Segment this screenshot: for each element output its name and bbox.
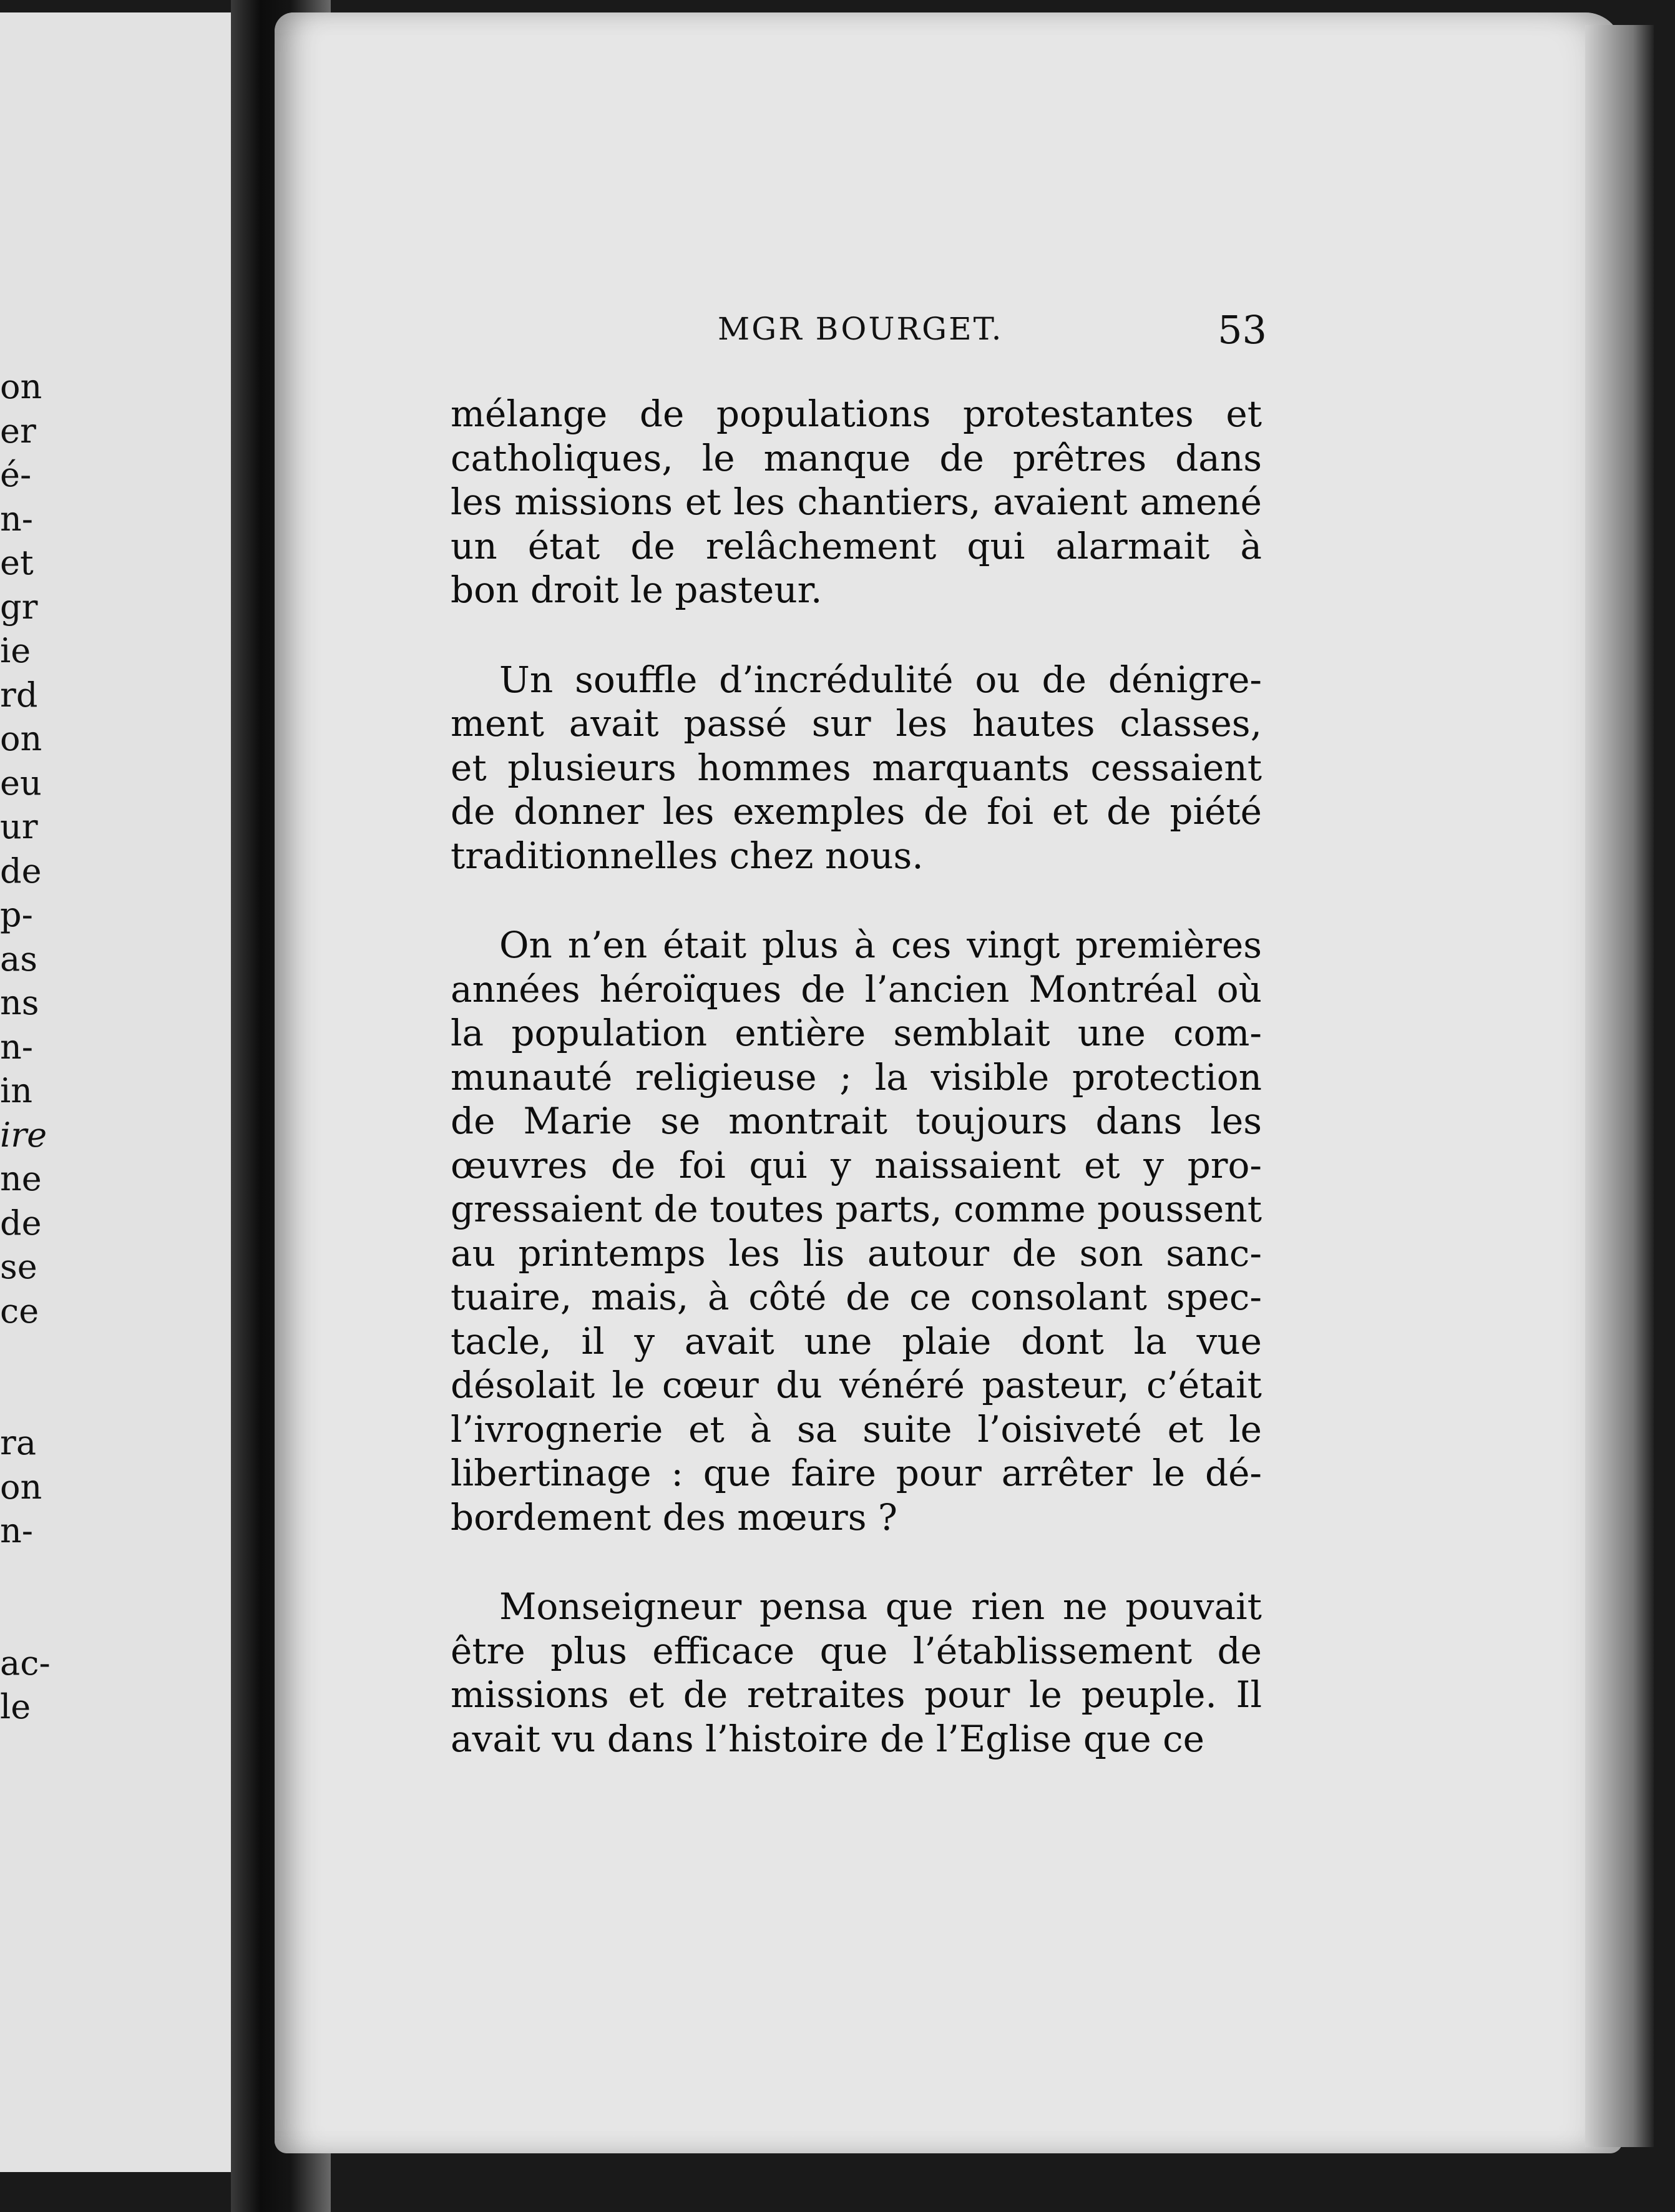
text-line: de donner les exemples de foi et de piété [451, 790, 1262, 833]
running-head [718, 307, 1267, 361]
left-page-fragment: on [0, 1467, 42, 1507]
text-line: bordement des mœurs ? [451, 1495, 898, 1539]
left-page-fragment: ce [0, 1291, 39, 1331]
left-page-fragment: on [0, 367, 42, 406]
page-edge [1585, 25, 1654, 2147]
left-page-fragment: se [0, 1247, 37, 1286]
text-line: missions et de retraites pour le peuple. Il [451, 1673, 1262, 1716]
text-line: tuaire, mais, à côté de ce consolant spec- [451, 1276, 1262, 1318]
left-page-fragment: n- [0, 1027, 34, 1067]
text-line: la population entière semblait une com- [451, 1012, 1262, 1054]
text-line: tacle, il y avait une plaie dont la vue [451, 1319, 1262, 1363]
paragraph [451, 1585, 1262, 1761]
left-page-fragment: et [0, 543, 34, 582]
paragraph [451, 392, 1262, 612]
left-page-fragment: eu [0, 763, 42, 803]
left-page-fragment: n- [0, 499, 34, 539]
text-line: munauté religieuse ; la visible protection [451, 1055, 1262, 1099]
text-line: catholiques, le manque de prêtres dans [451, 436, 1262, 479]
left-page-fragment: on [0, 719, 42, 758]
left-page-fragment: ur [0, 807, 38, 846]
left-page-fragment: as [0, 939, 37, 979]
left-page-fragment: ne [0, 1159, 42, 1198]
text-line: les missions et les chantiers, avaient amené [451, 481, 1262, 523]
text-line: libertinage : que faire pour arrêter le dé- [451, 1452, 1262, 1494]
text-line: et plusieurs hommes marquants cessaient [451, 746, 1262, 789]
left-page-fragment: ire [0, 1115, 47, 1155]
left-page-fragment: é- [0, 455, 32, 494]
left-facing-page [0, 12, 241, 2172]
left-page-fragment: er [0, 411, 36, 451]
text-line: On n’en était plus à ces vingt premières [499, 924, 1262, 966]
paragraph [451, 658, 1262, 878]
running-title: MGR BOURGET. [718, 311, 1004, 347]
text-line: avait vu dans l’histoire de l’Eglise que ce [451, 1717, 1204, 1760]
text-line: être plus efficace que l’établissement de [451, 1629, 1262, 1672]
left-page-fragment: le [0, 1687, 31, 1726]
text-line: ment avait passé sur les hautes classes, [451, 702, 1262, 745]
left-page-fragment: ra [0, 1423, 37, 1462]
text-line: Un souffle d’incrédulité ou de dénigre- [499, 658, 1262, 701]
left-page-fragment: rd [0, 675, 38, 715]
left-page-fragment: ie [0, 631, 31, 670]
text-line: mélange de populations protestantes et [451, 393, 1262, 435]
body-text [451, 392, 1262, 1806]
page-number: 53 [1218, 307, 1267, 353]
text-line: bon droit le pasteur. [451, 569, 823, 611]
left-page-fragment: gr [0, 587, 38, 627]
text-line: désolait le cœur du vénéré pasteur, c’était [451, 1364, 1262, 1406]
left-page-fragment: de [0, 851, 42, 891]
left-page-fragment: ac- [0, 1643, 51, 1683]
text-line: un état de relâchement qui alarmait à [451, 524, 1262, 567]
text-line: de Marie se montrait toujours dans les [451, 1100, 1262, 1142]
text-line: l’ivrognerie et à sa suite l’oisiveté et le [451, 1407, 1262, 1451]
text-line: Monseigneur pensa que rien ne pouvait [499, 1585, 1262, 1628]
text-line: au printemps les lis autour de son sanc- [451, 1231, 1262, 1275]
left-page-fragment: de [0, 1203, 42, 1243]
text-line: années héroïques de l’ancien Montréal où [451, 967, 1262, 1011]
left-page-fragment: ns [0, 983, 39, 1022]
text-line: œuvres de foi qui y naissaient et y pro- [451, 1143, 1262, 1187]
left-page-fragment: n- [0, 1511, 34, 1550]
left-page-fragment: in [0, 1071, 33, 1110]
paragraph [451, 923, 1262, 1539]
text-line: gressaient de toutes parts, comme poussent [451, 1188, 1262, 1230]
left-page-fragment: p- [0, 895, 33, 934]
text-line: traditionnelles chez nous. [451, 834, 924, 877]
